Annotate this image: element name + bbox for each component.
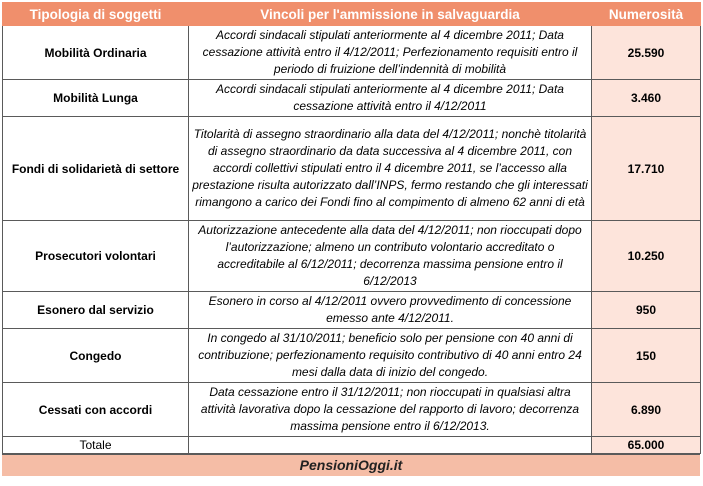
row-description: Data cessazione entro il 31/12/2011; non rioccupati in qualsiasi altra attività lavorativa dopo la cessazione del rapporto di lavoro; decorrenza massima pensione entro il 6/12/2013. [189, 383, 592, 437]
table-row [3, 221, 701, 292]
row-description: Accordi sindacali stipulati anteriormente al 4 dicembre 2011; Data cessazione attività entro il 4/12/2011 [189, 80, 592, 117]
row-count: 17.710 [592, 117, 701, 221]
header-numerosita: Numerosità [592, 3, 701, 26]
row-name: Congedo [3, 329, 189, 383]
header-tipologia: Tipologia di soggetti [3, 3, 189, 26]
row-description: Titolarità di assegno straordinario alla data del 4/12/2011; nonchè titolarità di assegno straordinario da data successiva al 4 dicembre 2011, con accordi collettivi stipulati entro il 4 dicembre 2011, se l’accesso alla prestazione risulta autorizzato dall’INPS, fermo restando che gli interessati rimangono a carico dei Fondi fino al compimento di almeno 62 anni di età [189, 117, 592, 221]
total-row [3, 437, 701, 454]
salvaguardia-table [2, 2, 701, 454]
total-label: Totale [3, 437, 189, 454]
row-count: 6.890 [592, 383, 701, 437]
row-count: 25.590 [592, 26, 701, 80]
row-count: 150 [592, 329, 701, 383]
row-name: Mobilità Ordinaria [3, 26, 189, 80]
row-count: 3.460 [592, 80, 701, 117]
table-row [3, 80, 701, 117]
table-row [3, 292, 701, 329]
total-empty-cell [189, 437, 592, 454]
table-row [3, 26, 701, 80]
table-row [3, 117, 701, 221]
salvaguardia-table-frame [2, 2, 700, 483]
total-count: 65.000 [592, 437, 701, 454]
row-name: Fondi di solidarietà di settore [3, 117, 189, 221]
brand-label: PensioniOggi.it [299, 457, 403, 473]
header-vincoli: Vincoli per l'ammissione in salvaguardia [189, 3, 592, 26]
table-header-row [3, 3, 701, 26]
row-count: 950 [592, 292, 701, 329]
row-name: Prosecutori volontari [3, 221, 189, 292]
table-row [3, 329, 701, 383]
row-description: Accordi sindacali stipulati anteriormente al 4 dicembre 2011; Data cessazione attività entro il 4/12/2011; Perfezionamento requisiti entro il periodo di fruizione dell’indennità di mobilità [189, 26, 592, 80]
table-row [3, 383, 701, 437]
row-count: 10.250 [592, 221, 701, 292]
row-description: Esonero in corso al 4/12/2011 ovvero provvedimento di concessione emesso ante 4/12/2011. [189, 292, 592, 329]
row-name: Mobilità Lunga [3, 80, 189, 117]
row-name: Esonero dal servizio [3, 292, 189, 329]
footer-brand-bar [2, 454, 700, 476]
row-description: Autorizzazione antecedente alla data del 4/12/2011; non rioccupati dopo l’autorizzazione; almeno un contributo volontario accreditato o accreditabile al 6/12/2011; decorrenza massima pensione entro il 6/12/2013 [189, 221, 592, 292]
row-name: Cessati con accordi [3, 383, 189, 437]
row-description: In congedo al 31/10/2011; beneficio solo per pensione con 40 anni di contribuzione; perfezionamento requisito contributivo di 40 anni entro 24 mesi dalla data di inizio del congedo. [189, 329, 592, 383]
